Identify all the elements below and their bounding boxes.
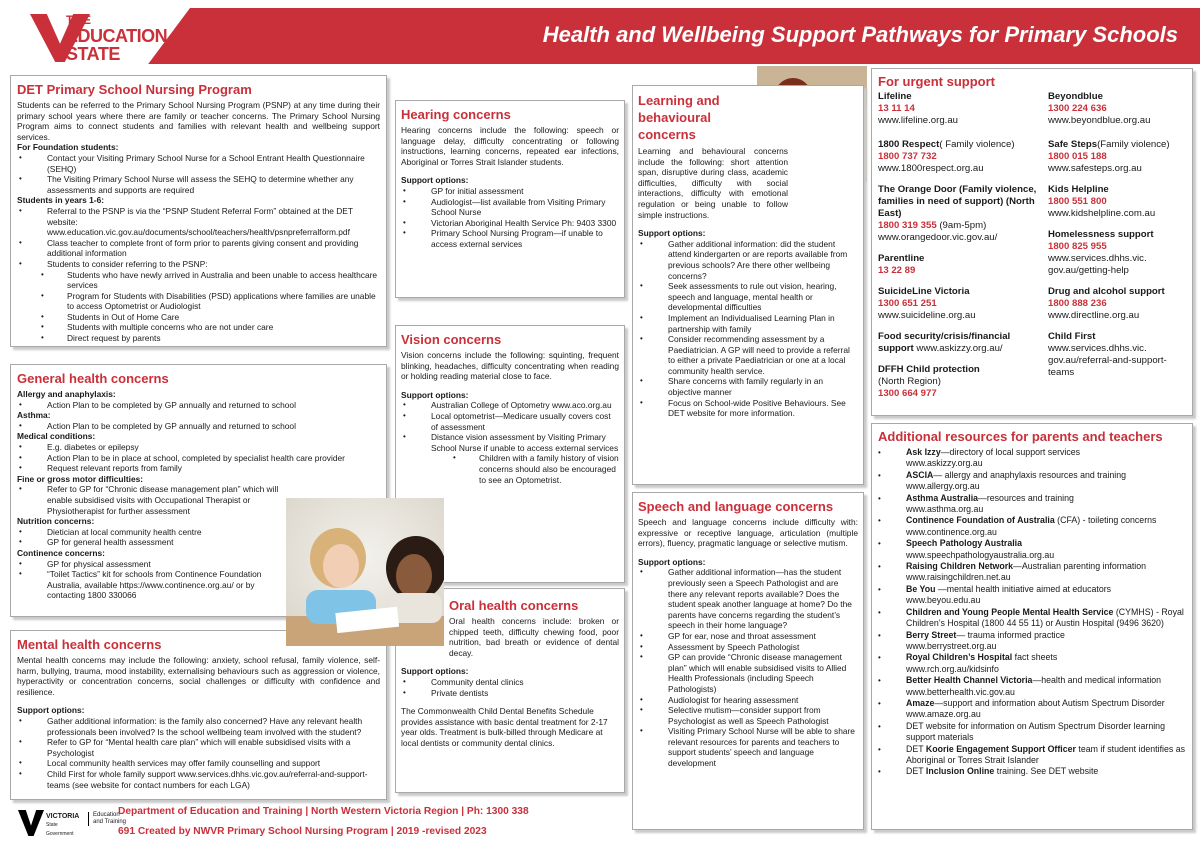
oral-intro: Oral health concerns include: broken or chipped teeth, difficulty chewing food, poor nutrition, bad breath or evidence of dental decay. xyxy=(449,616,619,658)
vic-logo-line-3: Government xyxy=(46,831,74,837)
urgent-entry-phone: 1300 664 977 xyxy=(878,388,937,399)
vic-logo-line-2: State xyxy=(46,822,58,828)
resource-description: team if student identifies as Aboriginal or Torres Strait Islander xyxy=(906,743,1185,765)
resource-link[interactable]: www.beyou.edu.au xyxy=(906,595,981,606)
urgent-entry xyxy=(878,253,1038,277)
motor-list xyxy=(17,484,282,516)
list-item: • Local community health services may offer family counselling and support xyxy=(47,758,380,769)
hearing-intro: Hearing concerns include the following: speech or language delay, difficulty concentrating or following instructions, learning concerns, repeated ear infections, Aboriginal or Torres Strait Islander students. xyxy=(401,125,619,167)
hearing-support-list xyxy=(401,186,619,250)
urgent-support-panel xyxy=(871,68,1193,416)
resource-name: Berry Street xyxy=(906,629,957,640)
foundation-list xyxy=(17,153,380,195)
list-item: • Refer to GP for “Mental health care plan” which will enable subsidised visits with a Psychologist xyxy=(47,737,380,758)
urgent-entry-name: 1800 Respect xyxy=(878,139,940,150)
resource-link[interactable]: www.raisingchildren.net.au xyxy=(906,572,1011,583)
resource-item xyxy=(906,584,1186,607)
victoria-government-logo-icon xyxy=(18,810,44,836)
hearing-title: Hearing concerns xyxy=(401,107,511,122)
resource-name: Royal Children’s Hospital xyxy=(906,652,1013,663)
urgent-entry-name: Drug and alcohol support xyxy=(1048,286,1165,297)
resource-item xyxy=(906,607,1186,630)
years-heading: Students in years 1-6: xyxy=(17,195,105,206)
oral-body xyxy=(401,666,619,748)
list-item: • Audiologist—list available from Visiting Primary School Nurse xyxy=(431,197,619,218)
urgent-entry xyxy=(1048,286,1188,322)
logo-line-2: EDUCATION xyxy=(66,26,168,46)
resource-item xyxy=(906,493,1186,516)
urgent-entry xyxy=(1048,91,1188,127)
resource-item xyxy=(906,721,1186,744)
urgent-entry-note: ( Family violence) xyxy=(939,139,1015,150)
nutrition-heading: Nutrition concerns: xyxy=(17,516,95,527)
list-item: • GP for physical assessment xyxy=(47,559,287,570)
urgent-entry xyxy=(878,91,1038,127)
asthma-heading: Asthma: xyxy=(17,410,51,421)
urgent-entry-name: Food security/crisis/financial support xyxy=(878,331,1011,354)
urgent-entry xyxy=(1048,229,1188,277)
list-item: • Direct request by parents xyxy=(67,333,380,344)
resource-link[interactable]: www.rch.org.au/kidsinfo xyxy=(906,663,999,674)
list-item: • GP for initial assessment xyxy=(431,186,619,197)
resource-name: Continence Foundation of Australia xyxy=(906,515,1055,526)
years-list xyxy=(17,206,380,270)
resource-description: fact sheets xyxy=(1012,652,1058,663)
logo-line-1: THE xyxy=(66,13,92,27)
learning-title-line-1: Learning and xyxy=(638,93,720,108)
oral-top xyxy=(449,598,619,658)
list-item: • Class teacher to complete front of form prior to parents giving consent and providing additional information xyxy=(47,238,380,259)
resource-item xyxy=(906,698,1186,721)
mental-intro: Mental health concerns may include the following: anxiety, school refusal, family violence, self-harm, bullying, trauma, mood instability, externalising behaviours such as aggression or violence, hyperactivity or concentration concerns, social challenges or difficulty with confidence and resilience. xyxy=(17,655,380,697)
urgent-entry-phone: 1800 825 955 xyxy=(1048,241,1107,252)
footer-line-2: 691 Created by NWVR Primary School Nursing Program | 2019 -revised 2023 xyxy=(118,826,487,837)
resource-description: —support and information about Autism Spectrum Disorder xyxy=(934,697,1165,708)
list-item: • Audiologist for hearing assessment xyxy=(668,695,858,706)
resource-link[interactable]: www.speechpathologyaustralia.org.au xyxy=(906,549,1055,560)
list-item: • Distance vision assessment by Visiting Primary School Nurse if unable to access external services xyxy=(431,432,619,453)
logo-line-3: STATE xyxy=(66,44,120,64)
urgent-entry xyxy=(1048,184,1188,220)
urgent-entry-phone: 1800 888 236 xyxy=(1048,298,1107,309)
urgent-support-title: For urgent support xyxy=(878,74,995,89)
resource-description: —directory of local support services xyxy=(940,447,1081,457)
resource-item xyxy=(906,470,1186,493)
list-item: • Visiting Primary School Nurse will be able to share relevant resources for parents and teachers to support students’ speech and language development xyxy=(668,726,858,768)
edu-logo-line-2: and Training xyxy=(93,819,127,825)
list-item: • Students with multiple concerns who are not under care xyxy=(67,322,380,333)
list-item: • Action Plan to be completed by GP annually and returned to school xyxy=(47,421,380,432)
urgent-entry-name: The Orange Door (Family violence, families in need of support) (North East) xyxy=(878,184,1037,219)
vision-title: Vision concerns xyxy=(401,332,502,347)
hearing-support-heading: Support options: xyxy=(401,175,469,186)
resource-name: Inclusion Online xyxy=(925,766,995,777)
urgent-entry-phone: 1800 737 732 xyxy=(878,151,937,162)
list-item: • GP for general health assessment xyxy=(47,537,380,548)
list-item: • Community dental clinics xyxy=(431,677,619,688)
learning-support-heading: Support options: xyxy=(638,228,706,239)
resource-item xyxy=(906,652,1186,675)
learning-title xyxy=(638,92,758,143)
resource-name: Amaze xyxy=(906,697,935,708)
edu-logo-line-1: Education xyxy=(93,812,120,818)
mental-support-list xyxy=(17,716,380,790)
urgent-entry-name: Safe Steps xyxy=(1048,139,1098,150)
urgent-entry-web[interactable]: www.beyondblue.org.au xyxy=(1048,115,1151,126)
urgent-entry-name: SuicideLine Victoria xyxy=(878,286,970,297)
resource-item xyxy=(906,675,1186,698)
list-item: • E.g. diabetes or epilepsy xyxy=(47,442,380,453)
urgent-entry-web[interactable]: www.suicideline.org.au xyxy=(878,310,976,321)
resources-panel xyxy=(871,423,1193,830)
speech-body xyxy=(638,517,858,769)
resource-description: training. See DET website xyxy=(994,766,1099,777)
list-item: • Children with a family history of vision concerns should also be encouraged to see an Optometrist. xyxy=(479,453,619,485)
resource-name: Children and Young People Mental Health Service xyxy=(906,606,1114,617)
children-photo-illustration xyxy=(286,498,444,646)
resource-name: Asthma Australia xyxy=(906,492,979,503)
resource-description: —health and medical information xyxy=(1032,675,1162,686)
vision-support-list xyxy=(401,400,619,453)
resource-item xyxy=(906,766,1186,777)
list-item: • “Toilet Tactics” kit for schools from Continence Foundation Australia, available https://www.continence.org.au/ or by contacting 1800 330066 xyxy=(47,569,287,601)
list-item: • Action Plan to be completed by GP annually and returned to school xyxy=(47,400,380,411)
resource-description: —Australian parenting information xyxy=(1013,561,1147,572)
urgent-entry-web[interactable]: www.orangedoor.vic.gov.au/ xyxy=(878,232,998,243)
list-item: • Private dentists xyxy=(431,688,619,699)
resource-description: DET website for information on Autism Spectrum Disorder learning support materials xyxy=(906,720,1165,743)
mental-health-body xyxy=(17,655,380,790)
learning-body xyxy=(638,146,858,419)
resources-title: Additional resources for parents and teachers xyxy=(878,429,1163,444)
urgent-entry-phone: 1800 551 800 xyxy=(1048,196,1107,207)
list-item: • Gather additional information: did the student attend kindergarten or are reports available from previous schools? Are there other wellbeing concerns? xyxy=(668,239,858,281)
continence-list xyxy=(17,559,287,601)
nursing-intro: Students can be referred to the Primary School Nursing Program (PSNP) at any time during their primary school years where there are family or teacher concerns. The Primary School Nursing Program aims to connect students and families with relevant health and wellbeing support services. xyxy=(17,100,380,142)
list-item: • Action Plan to be in place at school, completed by specialist health care provider xyxy=(47,453,380,464)
urgent-entry-web[interactable]: www.kidshelpline.com.au xyxy=(1048,208,1156,219)
resource-description: (CFA) - toileting concerns xyxy=(1054,515,1157,526)
urgent-entry xyxy=(878,286,1038,322)
resource-prefix: DET xyxy=(906,743,926,754)
resource-item xyxy=(906,447,1186,470)
urgent-entry-phone: 13 22 89 xyxy=(878,265,916,276)
vision-support-heading: Support options: xyxy=(401,389,469,400)
nursing-program-panel xyxy=(10,75,387,347)
urgent-entry-note: (North Region) xyxy=(878,376,941,387)
nursing-program-body xyxy=(17,100,380,344)
oral-support-heading: Support options: xyxy=(401,666,469,677)
resource-link[interactable]: www.continence.org.au xyxy=(906,526,997,537)
general-health-title: General health concerns xyxy=(17,371,169,386)
resource-item xyxy=(906,744,1186,767)
speech-title: Speech and language concerns xyxy=(638,499,834,514)
resource-description: —resources and training xyxy=(978,492,1074,503)
resource-name: Speech Pathology Australia xyxy=(906,538,1023,549)
motor-heading: Fine or gross motor difficulties: xyxy=(17,473,144,484)
medical-heading: Medical conditions: xyxy=(17,431,96,442)
learning-title-line-3: concerns xyxy=(638,127,696,142)
resource-name: ASCIA xyxy=(906,469,934,480)
page-header xyxy=(0,0,1200,66)
urgent-entry-name: Lifeline xyxy=(878,91,912,102)
list-item: • Selective mutism—consider support from Psychologist as well as Speech Pathologist xyxy=(668,705,858,726)
urgent-entry-phone: 1300 651 251 xyxy=(878,298,937,309)
list-item: • Seek assessments to rule out vision, hearing, speech and language, mental health or developmental difficulties xyxy=(668,281,858,313)
urgent-entry xyxy=(1048,139,1188,175)
hearing-panel xyxy=(395,100,625,298)
learning-panel xyxy=(632,85,864,485)
medical-list xyxy=(17,442,380,474)
list-item: • GP can provide “Chronic disease management plan” which will enable subsidised visits to Allied Health Professionals (including Speech Pathologists) xyxy=(668,652,858,694)
resource-link[interactable]: www.amaze.org.au xyxy=(906,709,981,720)
urgent-entry-hours: (9am-5pm) xyxy=(936,220,987,231)
list-item: • Referral to the PSNP is via the “PSNP Student Referral Form” obtained at the DET website: www.education.vic.gov.au/documents/school/teachers/health/psnpreferralform.pdf xyxy=(47,206,380,238)
children-reading-photo xyxy=(286,498,444,646)
resource-description: — allergy and anaphylaxis resources and training xyxy=(933,469,1127,480)
urgent-entry-phone: 1800 015 188 xyxy=(1048,151,1107,162)
urgent-entry xyxy=(878,139,1038,175)
speech-panel xyxy=(632,492,864,830)
allergy-heading: Allergy and anaphylaxis: xyxy=(17,389,116,399)
speech-support-heading: Support options: xyxy=(638,556,706,567)
resource-description: — trauma informed practice xyxy=(956,629,1065,640)
urgent-entry-web[interactable]: www.services.dhhs.vic. gov.au/getting-help xyxy=(1048,253,1147,276)
urgent-entry-name: Parentline xyxy=(878,253,925,264)
list-item: • The Visiting Primary School Nurse will assess the SEHQ to determine whether any assessments and supports are required xyxy=(47,174,380,195)
page-title: Health and Wellbeing Support Pathways for Primary Schools xyxy=(542,22,1178,47)
list-item: • Australian College of Optometry www.aco.org.au xyxy=(431,400,619,411)
urgent-entry-phone: 1300 224 636 xyxy=(1048,103,1107,114)
list-item: • GP for ear, nose and throat assessment xyxy=(668,631,858,642)
page-footer xyxy=(18,806,658,846)
list-item: • Refer to GP for “Chronic disease management plan” which will enable subsidised visits with Occupational Therapist or Physiotherapist for further assessment xyxy=(47,484,282,516)
urgent-entry-web[interactable]: www.safesteps.org.au xyxy=(1048,163,1142,174)
list-item: • Primary School Nursing Program—if unable to access external services xyxy=(431,228,619,249)
resource-name: Koorie Engagement Support Officer xyxy=(925,743,1076,754)
urgent-left-column xyxy=(878,91,1038,409)
mental-health-title: Mental health concerns xyxy=(17,637,162,652)
urgent-entry xyxy=(878,331,1038,355)
urgent-entry-name: Homelessness support xyxy=(1048,229,1154,240)
resource-link[interactable]: www.asthma.org.au xyxy=(906,504,984,515)
learning-intro: Learning and behavioural concerns include the following: short attention span, disruptive during class, academic difficulties, difficulty with social interactions, difficulty with emotional regulation or being unable to follow simple instructions. xyxy=(638,146,788,220)
consider-list xyxy=(17,270,380,344)
list-item: • Consider recommending assessment by a Paediatrician. A GP will need to provide a referral to either a private Paediatrician or one at a local community health service. xyxy=(668,334,858,376)
urgent-entry xyxy=(878,184,1038,244)
education-state-logo xyxy=(66,14,167,63)
list-item: • Students to consider referring to the PSNP: xyxy=(47,259,380,270)
urgent-entry xyxy=(1048,331,1188,379)
foundation-heading: For Foundation students: xyxy=(17,142,119,153)
urgent-entry-name: Kids Helpline xyxy=(1048,184,1109,195)
list-item: • Program for Students with Disabilities (PSD) applications where families are unable to access Optometrist or Audiologist xyxy=(67,291,380,312)
vision-body xyxy=(401,350,619,485)
urgent-right-column xyxy=(1048,91,1188,388)
resources-body xyxy=(878,447,1186,778)
asthma-list xyxy=(17,421,380,432)
oral-support-list xyxy=(401,677,619,698)
list-item: • Contact your Visiting Primary School Nurse for a School Entrant Health Questionnaire (SEHQ) xyxy=(47,153,380,174)
victoria-government-logo xyxy=(46,812,79,839)
resource-link[interactable]: www.askizzy.org.au xyxy=(906,458,983,469)
resource-item xyxy=(906,538,1186,561)
footer-line-1: Department of Education and Training | North Western Victoria Region | Ph: 1300 338 xyxy=(118,806,529,817)
list-item: • Child First for whole family support www.services.dhhs.vic.gov.au/referral-and-support-teams (see website for contact numbers for each LGA) xyxy=(47,769,380,790)
urgent-entry-phone: 13 11 14 xyxy=(878,103,915,114)
allergy-list xyxy=(17,400,380,411)
oral-note: The Commonwealth Child Dental Benefits Schedule provides assistance with basic dental treatment for 2-17 year olds. Treatment is bulk-billed through Medicare at local dentists or community dental clinics. xyxy=(401,706,608,748)
resources-list xyxy=(878,447,1186,778)
vision-intro: Vision concerns include the following: squinting, frequent blinking, headaches, difficulty concentrating when reading or holding reading material close to face. xyxy=(401,350,619,382)
resource-name: Ask Izzy xyxy=(906,447,941,457)
list-item: • Request relevant reports from family xyxy=(47,463,380,474)
list-item: • Dietician at local community health centre xyxy=(47,527,380,538)
hearing-body xyxy=(401,125,619,250)
urgent-entry-note: (Family violence) xyxy=(1097,139,1170,150)
vic-logo-line-1: VICTORIA xyxy=(46,813,80,820)
resource-name: Be You xyxy=(906,583,936,594)
list-item: • Assessment by Speech Pathologist xyxy=(668,642,858,653)
speech-intro: Speech and language concerns include difficulty with: expressive or receptive language, articulation (multiple errors), fluency, pragmatic language or selective mutism. xyxy=(638,517,858,549)
resource-item xyxy=(906,561,1186,584)
list-item: • Students who have newly arrived in Australia and been unable to access healthcare services xyxy=(67,270,380,291)
resource-name: Raising Children Network xyxy=(906,561,1014,572)
continence-heading: Continence concerns: xyxy=(17,547,105,558)
urgent-entry-name: Beyondblue xyxy=(1048,91,1103,102)
oral-health-title: Oral health concerns xyxy=(449,598,579,613)
resource-link[interactable]: www.betterhealth.vic.gov.au xyxy=(906,686,1015,697)
urgent-entry xyxy=(878,364,1038,400)
list-item: • Local optometrist—Medicare usually covers cost of assessment xyxy=(431,411,619,432)
speech-support-list xyxy=(638,567,858,768)
urgent-entry-web[interactable]: www.1800respect.org.au xyxy=(878,163,984,174)
urgent-entry-web[interactable]: www.directline.org.au xyxy=(1048,310,1140,321)
resource-item xyxy=(906,515,1186,538)
resource-description: (CYMHS) - Royal Children’s Hospital (1800 44 55 11) or Austin Hospital (9496 3620) xyxy=(906,606,1184,629)
urgent-entry-phone: 1800 319 355 xyxy=(878,220,937,231)
resource-link[interactable]: www.allergy.org.au xyxy=(906,481,980,492)
list-item: • Victorian Aboriginal Health Service Ph: 9403 3300 xyxy=(431,218,619,229)
list-item: • Share concerns with family regularly in an objective manner xyxy=(668,376,858,397)
list-item: • Focus on School-wide Positive Behaviours. See DET website for more information. xyxy=(668,398,858,419)
mental-support-heading: Support options: xyxy=(17,705,85,716)
resource-name: Better Health Channel Victoria xyxy=(906,675,1033,686)
list-item: • Gather additional information—has the student previously seen a Speech Pathologist and are there any relevant reports available? Does the student speak another language at home? Do the parents have concerns regarding the student’s speech in their home language? xyxy=(668,567,858,631)
list-item: • Students in Out of Home Care xyxy=(67,312,380,323)
urgent-entry-web[interactable]: www.services.dhhs.vic. gov.au/referral-and-support-teams xyxy=(1048,343,1167,378)
list-item: • Gather additional information: is the family also concerned? Have any relevant health professionals been involved? Is the school wellbeing team involved with the student? xyxy=(47,716,380,737)
urgent-entry-web[interactable]: www.lifeline.org.au xyxy=(878,115,958,126)
urgent-entry-name: Child First xyxy=(1048,331,1096,342)
resource-link[interactable]: www.berrystreet.org.au xyxy=(906,640,997,651)
list-item: • Implement an Individualised Learning Plan in partnership with family xyxy=(668,313,858,334)
resource-description: —mental health initiative aimed at educators xyxy=(935,583,1112,594)
nursing-program-title: DET Primary School Nursing Program xyxy=(17,82,252,97)
urgent-entry-name: DFFH Child protection xyxy=(878,364,980,375)
learning-support-list xyxy=(638,239,858,419)
learning-title-line-2: behavioural xyxy=(638,110,711,125)
mental-health-panel xyxy=(10,630,387,800)
resource-item xyxy=(906,630,1186,653)
urgent-entry-web[interactable]: www.askizzy.org.au/ xyxy=(916,343,1003,354)
vision-sub-list xyxy=(401,453,619,485)
resource-prefix: DET xyxy=(906,766,926,777)
